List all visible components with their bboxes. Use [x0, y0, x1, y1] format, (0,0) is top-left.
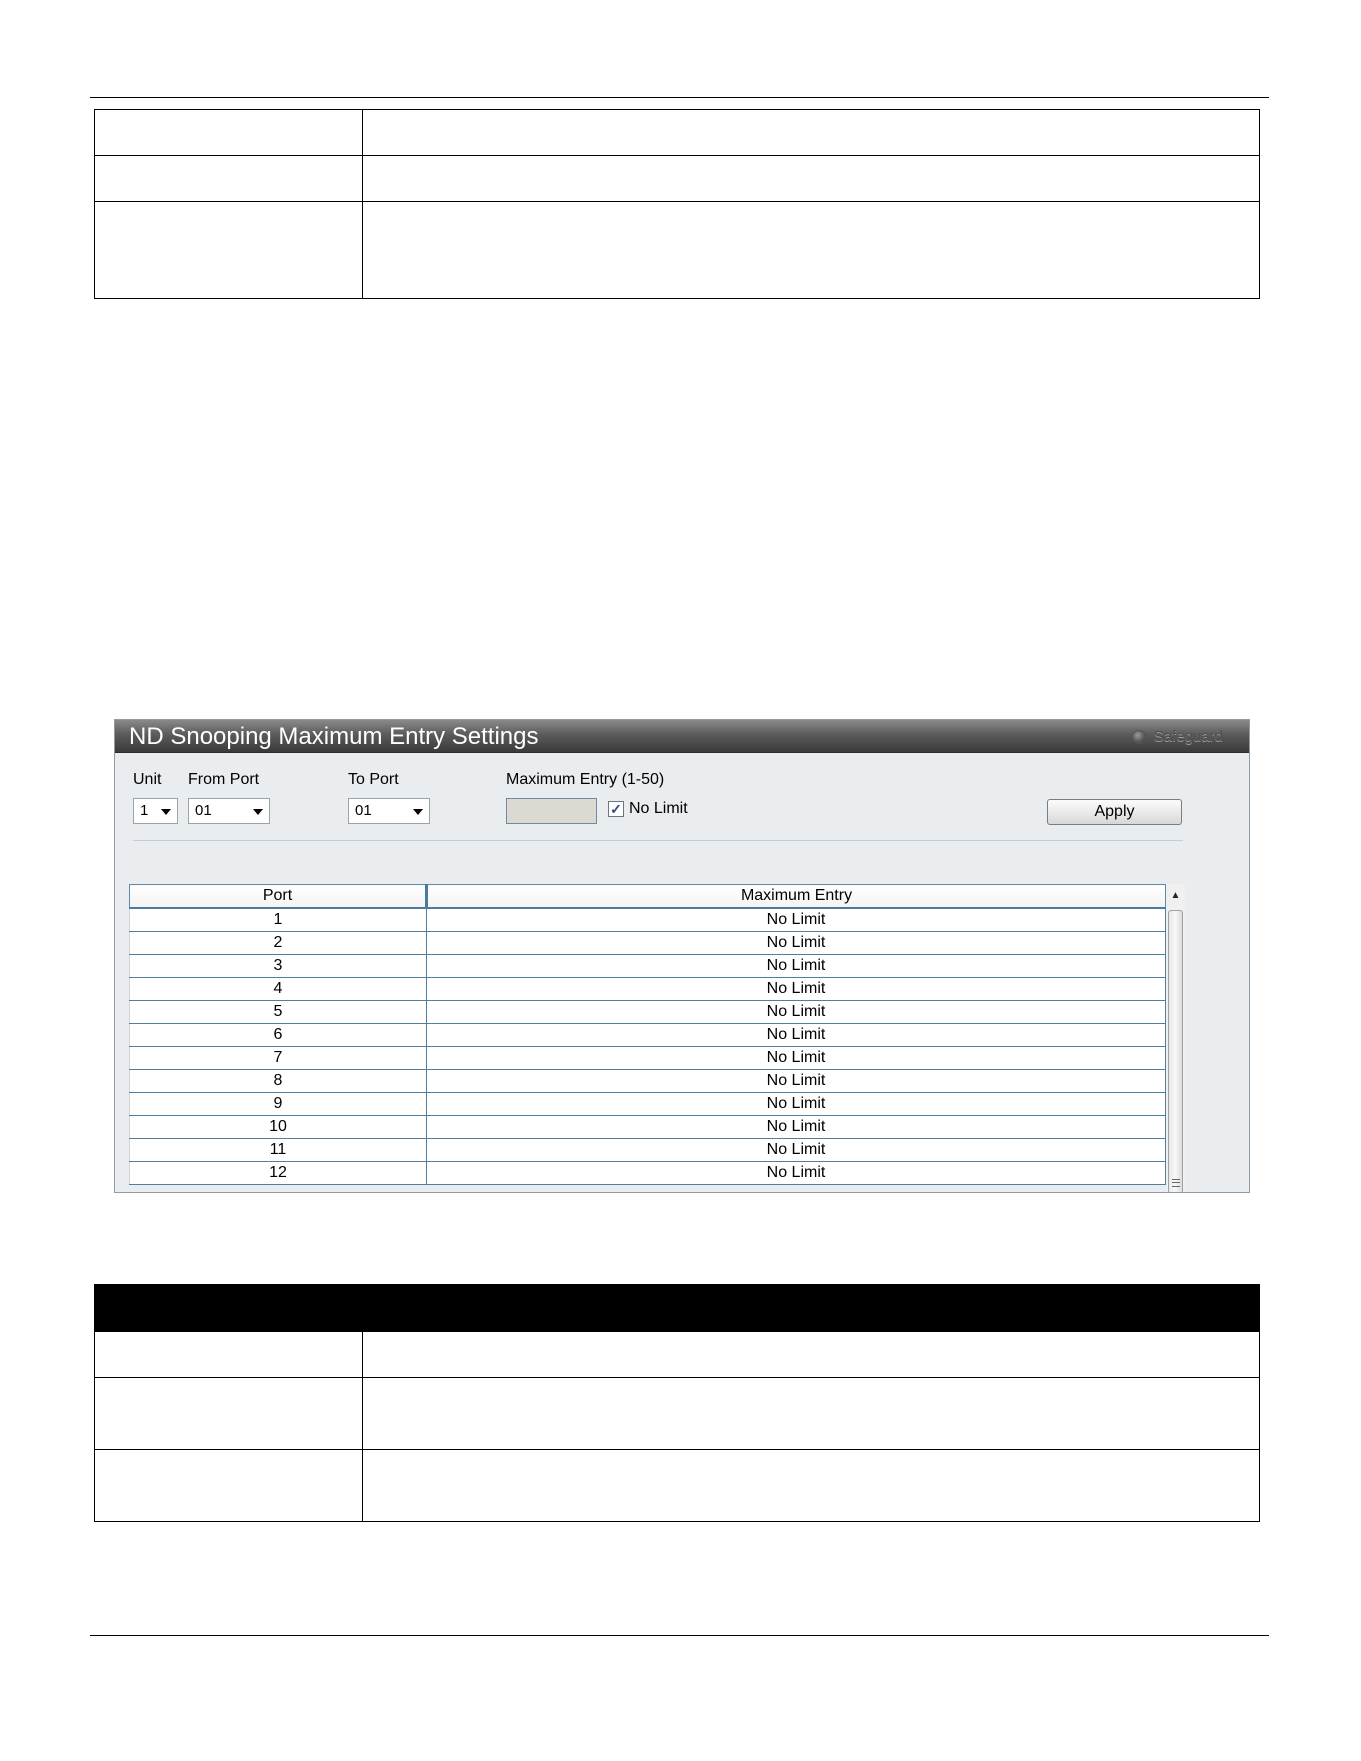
table-row [95, 202, 1260, 299]
table-row [95, 1378, 1260, 1450]
chevron-down-icon [413, 809, 423, 815]
form-divider [133, 840, 1183, 841]
table-row[interactable] [130, 1047, 1166, 1070]
max-entry-cell: No Limit [427, 978, 1166, 1001]
port-cell: 8 [130, 1070, 427, 1093]
port-cell: 1 [130, 908, 427, 932]
panel-title: ND Snooping Maximum Entry Settings [129, 723, 539, 750]
from-port-select-value: 01 [195, 802, 212, 819]
column-header-port: Port [130, 885, 427, 909]
from-port-label: From Port [188, 771, 260, 788]
unit-label: Unit [133, 771, 162, 788]
page-footer-rule [90, 1635, 1269, 1636]
max-entry-cell: No Limit [427, 1001, 1166, 1024]
port-cell: 11 [130, 1139, 427, 1162]
apply-button[interactable]: Apply [1047, 799, 1182, 825]
table-row[interactable] [130, 908, 1166, 932]
max-entry-cell: No Limit [427, 1047, 1166, 1070]
table-row [95, 156, 1260, 202]
chevron-down-icon [161, 809, 171, 815]
table-row[interactable] [130, 978, 1166, 1001]
from-port-select[interactable] [188, 798, 270, 824]
port-cell: 9 [130, 1093, 427, 1116]
table-scrollbar[interactable] [1166, 884, 1185, 1193]
parameter-table-top [94, 109, 1260, 299]
to-port-label: To Port [348, 771, 399, 788]
table-row[interactable] [130, 1001, 1166, 1024]
unit-select-value: 1 [140, 802, 149, 819]
scroll-up-arrow-icon[interactable]: ▲ [1170, 890, 1181, 901]
chevron-down-icon [253, 809, 263, 815]
grip-icon [1172, 1179, 1180, 1187]
safeguard-indicator[interactable] [1132, 728, 1223, 745]
max-entry-label: Maximum Entry (1-50) [506, 771, 665, 788]
max-entry-cell: No Limit [427, 1093, 1166, 1116]
table-row [95, 1332, 1260, 1378]
safeguard-status-icon [1132, 730, 1146, 744]
port-cell: 10 [130, 1116, 427, 1139]
port-cell: 12 [130, 1162, 427, 1185]
max-entry-cell: No Limit [427, 908, 1166, 932]
port-cell: 7 [130, 1047, 427, 1070]
unit-select[interactable] [133, 798, 178, 824]
safeguard-label: Safeguard [1153, 728, 1223, 745]
table-row[interactable] [130, 955, 1166, 978]
panel-title-bar [115, 720, 1249, 753]
max-entry-cell: No Limit [427, 932, 1166, 955]
table-row[interactable] [130, 1116, 1166, 1139]
table-header-row [130, 885, 1166, 909]
no-limit-label: No Limit [629, 800, 688, 817]
scrollbar-thumb[interactable] [1168, 910, 1183, 1193]
max-entry-input[interactable] [506, 798, 597, 824]
port-cell: 2 [130, 932, 427, 955]
table-row[interactable] [130, 1070, 1166, 1093]
max-entry-cell: No Limit [427, 1116, 1166, 1139]
to-port-select-value: 01 [355, 802, 372, 819]
table-row[interactable] [130, 932, 1166, 955]
to-port-select[interactable] [348, 798, 430, 824]
max-entry-table [129, 884, 1166, 1185]
port-cell: 3 [130, 955, 427, 978]
port-cell: 5 [130, 1001, 427, 1024]
parameter-table-bottom [94, 1284, 1260, 1522]
max-entry-cell: No Limit [427, 1139, 1166, 1162]
port-cell: 6 [130, 1024, 427, 1047]
max-entry-cell: No Limit [427, 1070, 1166, 1093]
max-entry-cell: No Limit [427, 1024, 1166, 1047]
table-header-row [95, 1285, 1260, 1332]
table-row[interactable] [130, 1162, 1166, 1185]
port-cell: 4 [130, 978, 427, 1001]
table-row[interactable] [130, 1093, 1166, 1116]
table-row[interactable] [130, 1139, 1166, 1162]
max-entry-cell: No Limit [427, 955, 1166, 978]
max-entry-cell: No Limit [427, 1162, 1166, 1185]
nd-snooping-max-entry-panel [114, 719, 1250, 1193]
no-limit-checkbox[interactable]: ✓ [608, 801, 624, 817]
column-header-max-entry: Maximum Entry [427, 885, 1166, 909]
table-row [95, 110, 1260, 156]
page-header-rule [90, 97, 1269, 98]
table-row[interactable] [130, 1024, 1166, 1047]
table-row [95, 1450, 1260, 1522]
